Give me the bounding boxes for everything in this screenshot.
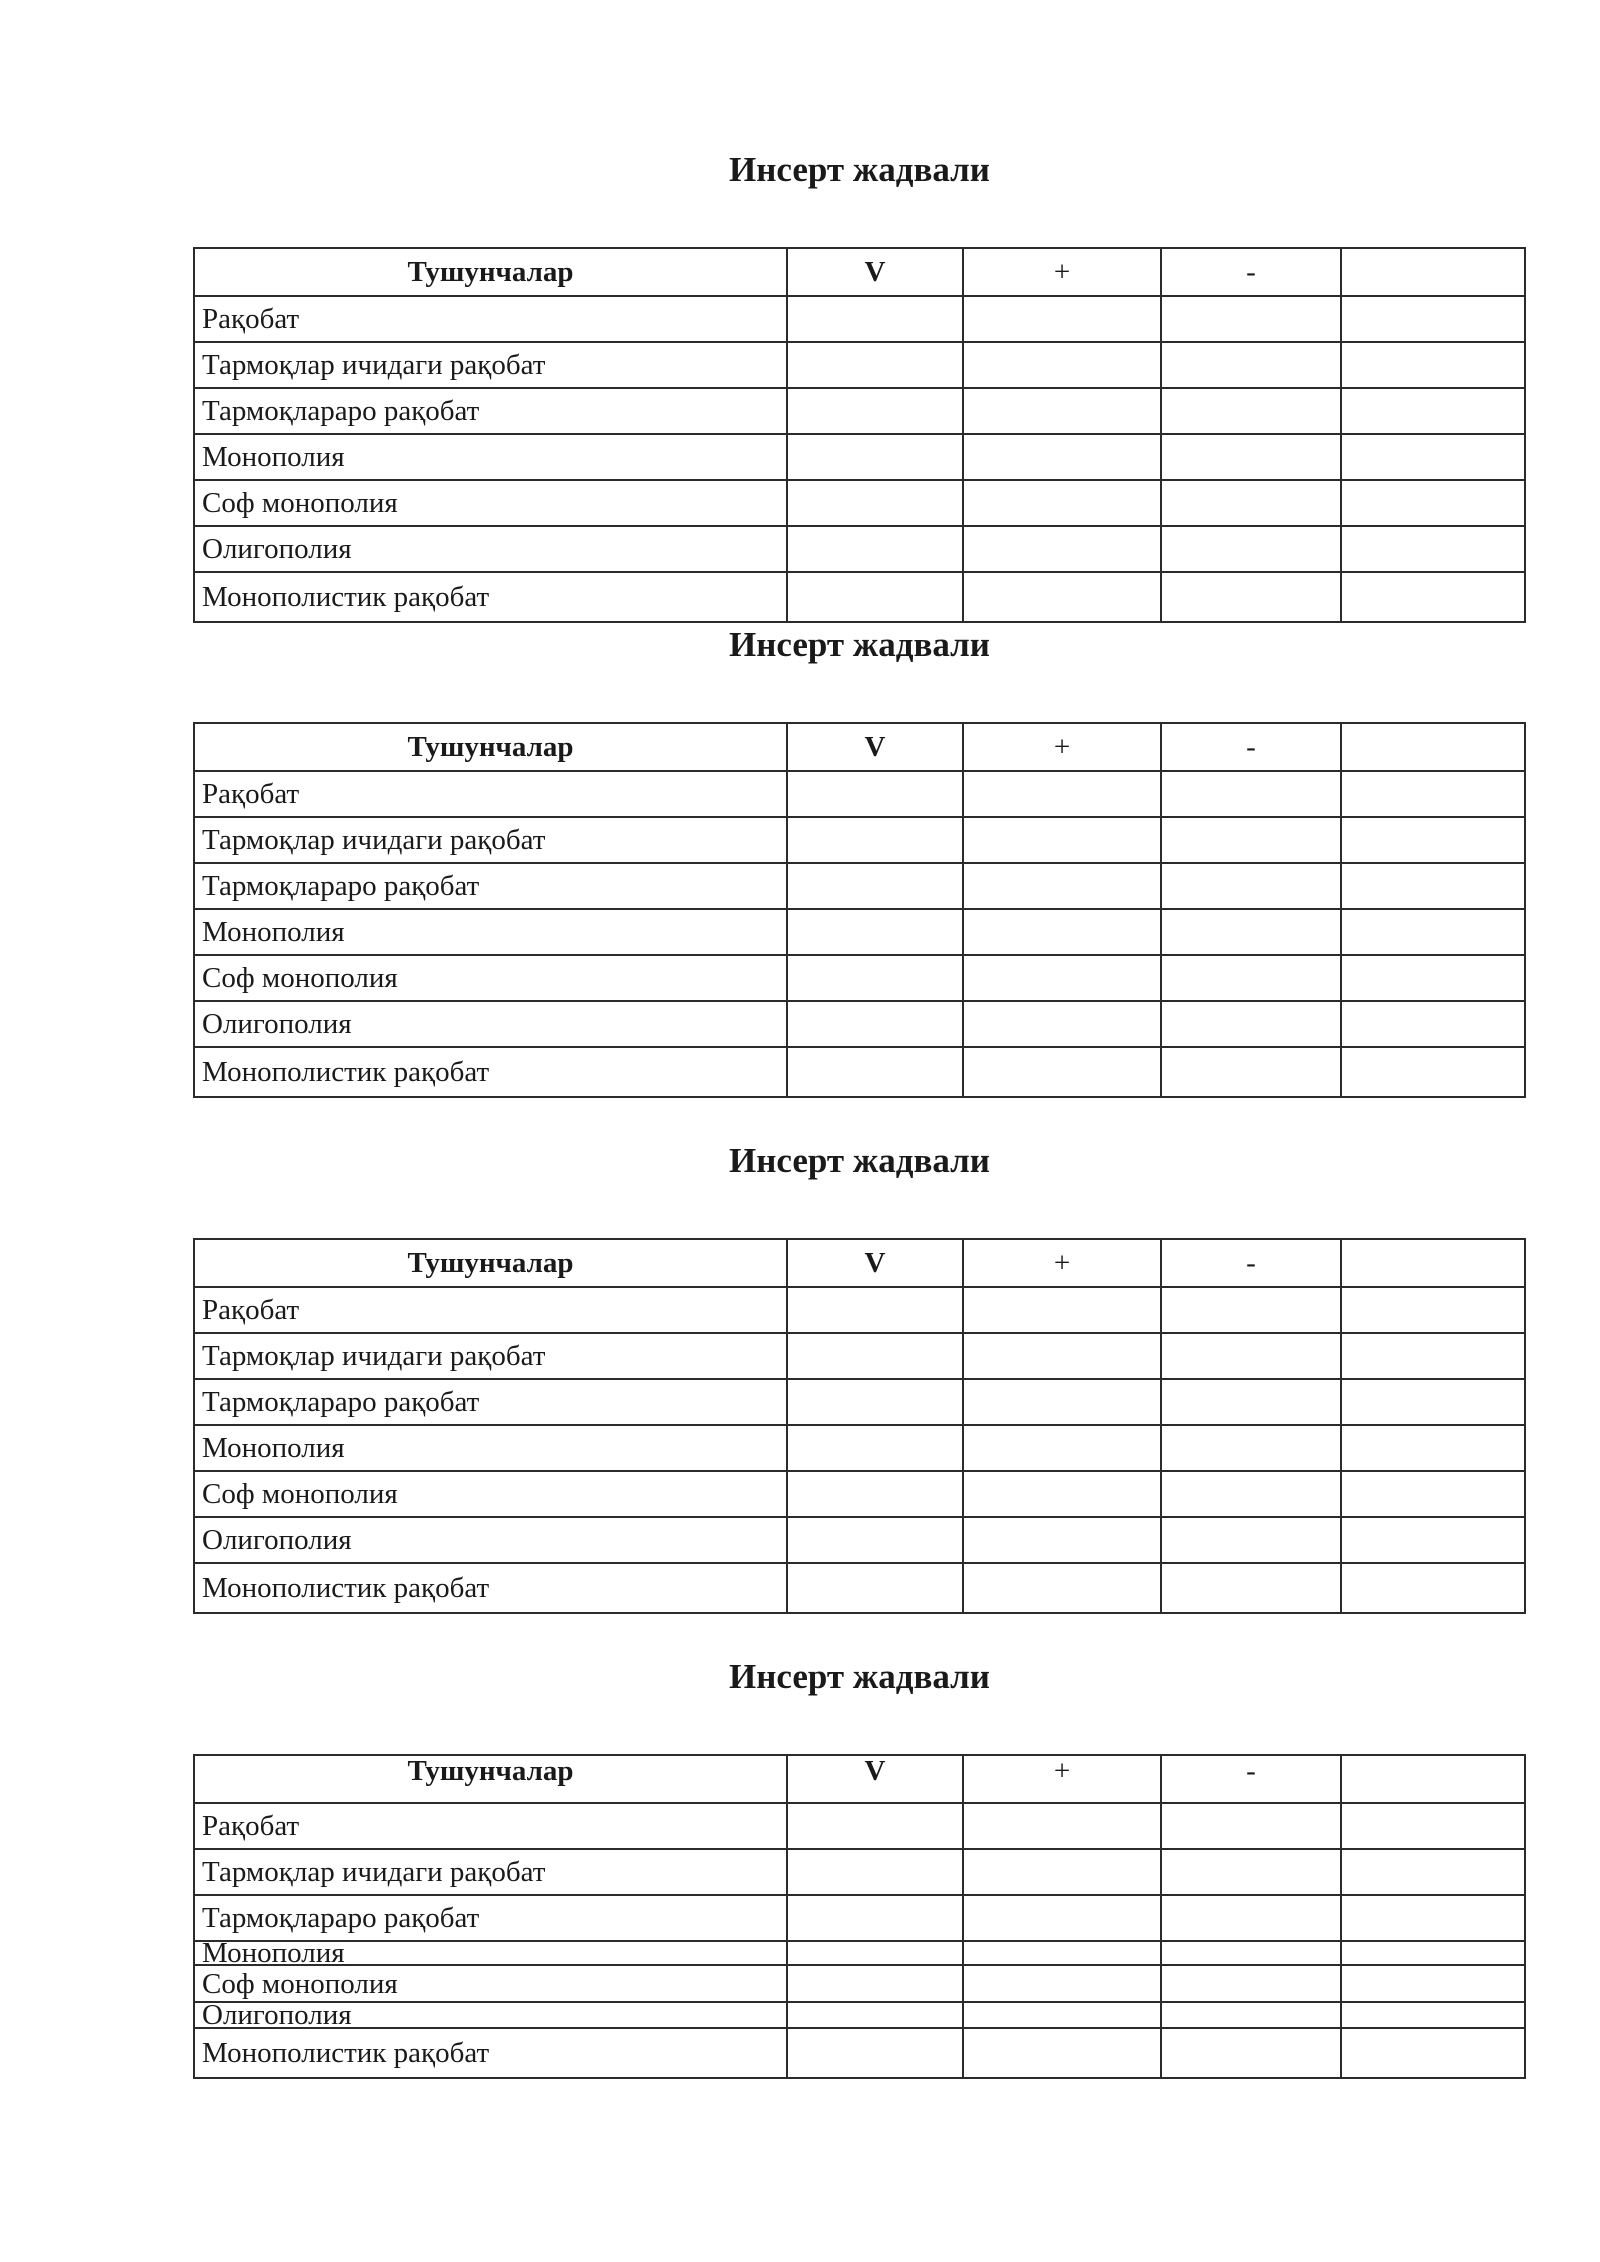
- mark-cell-plus[interactable]: [963, 1425, 1161, 1471]
- table-header-row: [194, 248, 1525, 296]
- mark-cell-v[interactable]: [787, 1471, 963, 1517]
- concept-cell: Соф монополия: [194, 955, 787, 1001]
- header-minus: -: [1161, 1755, 1341, 1803]
- table-row: [194, 1803, 1525, 1849]
- mark-cell-extra[interactable]: [1341, 863, 1525, 909]
- mark-cell-minus[interactable]: [1161, 1047, 1341, 1097]
- mark-cell-extra[interactable]: [1341, 1517, 1525, 1563]
- mark-cell-v[interactable]: [787, 771, 963, 817]
- mark-cell-minus[interactable]: [1161, 1287, 1341, 1333]
- mark-cell-minus[interactable]: [1161, 572, 1341, 622]
- mark-cell-minus[interactable]: [1161, 817, 1341, 863]
- table-row: [194, 1379, 1525, 1425]
- mark-cell-plus[interactable]: [963, 388, 1161, 434]
- table-header-row: [194, 1239, 1525, 1287]
- mark-cell-extra[interactable]: [1341, 2028, 1525, 2078]
- header-minus: -: [1161, 1239, 1341, 1287]
- mark-cell-v[interactable]: [787, 388, 963, 434]
- mark-cell-v[interactable]: [787, 1563, 963, 1613]
- mark-cell-extra[interactable]: [1341, 1047, 1525, 1097]
- mark-cell-v[interactable]: [787, 863, 963, 909]
- mark-cell-v[interactable]: [787, 1941, 963, 1965]
- table-row: [194, 1333, 1525, 1379]
- concept-cell: Олигополия: [194, 1517, 787, 1563]
- mark-cell-minus[interactable]: [1161, 480, 1341, 526]
- header-minus: -: [1161, 248, 1341, 296]
- mark-cell-v[interactable]: [787, 1803, 963, 1849]
- mark-cell-plus[interactable]: [963, 296, 1161, 342]
- table-title: Инсерт жадвали: [729, 1657, 990, 1696]
- mark-cell-minus[interactable]: [1161, 955, 1341, 1001]
- mark-cell-minus[interactable]: [1161, 388, 1341, 434]
- concept-cell: Рақобат: [194, 296, 787, 342]
- table-row: [194, 1471, 1525, 1517]
- table-row: [194, 572, 1525, 622]
- mark-cell-plus[interactable]: [963, 1001, 1161, 1047]
- mark-cell-v[interactable]: [787, 955, 963, 1001]
- mark-cell-plus[interactable]: [963, 1965, 1161, 2002]
- mark-cell-minus[interactable]: [1161, 1425, 1341, 1471]
- concept-cell: Тармоқлар ичидаги рақобат: [194, 817, 787, 863]
- mark-cell-plus[interactable]: [963, 1895, 1161, 1941]
- mark-cell-extra[interactable]: [1341, 1001, 1525, 1047]
- insert-table: [193, 722, 1526, 1098]
- mark-cell-minus[interactable]: [1161, 909, 1341, 955]
- table-row: [194, 817, 1525, 863]
- mark-cell-extra[interactable]: [1341, 434, 1525, 480]
- insert-table: [193, 247, 1526, 623]
- mark-cell-plus[interactable]: [963, 1563, 1161, 1613]
- table-row: [194, 342, 1525, 388]
- concept-cell: Монополия: [194, 434, 787, 480]
- mark-cell-minus[interactable]: [1161, 1001, 1341, 1047]
- mark-cell-plus[interactable]: [963, 817, 1161, 863]
- mark-cell-plus[interactable]: [963, 1517, 1161, 1563]
- concept-cell: Рақобат: [194, 771, 787, 817]
- mark-cell-v[interactable]: [787, 1517, 963, 1563]
- mark-cell-minus[interactable]: [1161, 342, 1341, 388]
- mark-cell-minus[interactable]: [1161, 434, 1341, 480]
- insert-table: [193, 1238, 1526, 1614]
- mark-cell-v[interactable]: [787, 434, 963, 480]
- mark-cell-v[interactable]: [787, 342, 963, 388]
- mark-cell-plus[interactable]: [963, 1471, 1161, 1517]
- table-row: [194, 863, 1525, 909]
- header-v: V: [787, 723, 963, 771]
- table-title: Инсерт жадвали: [729, 150, 990, 189]
- header-concepts: Тушунчалар: [194, 723, 787, 771]
- mark-cell-minus[interactable]: [1161, 1803, 1341, 1849]
- mark-cell-extra[interactable]: [1341, 1333, 1525, 1379]
- concept-cell: Монополия: [194, 909, 787, 955]
- concept-cell: Тармоқлараро рақобат: [194, 1379, 787, 1425]
- header-extra: [1341, 1755, 1525, 1803]
- table-row: [194, 434, 1525, 480]
- mark-cell-v[interactable]: [787, 909, 963, 955]
- mark-cell-minus[interactable]: [1161, 863, 1341, 909]
- table-row: [194, 296, 1525, 342]
- mark-cell-v[interactable]: [787, 1425, 963, 1471]
- concept-cell: Тармоқлар ичидаги рақобат: [194, 1849, 787, 1895]
- mark-cell-minus[interactable]: [1161, 771, 1341, 817]
- table-row: [194, 1517, 1525, 1563]
- concept-cell: Соф монополия: [194, 1471, 787, 1517]
- mark-cell-v[interactable]: [787, 480, 963, 526]
- header-plus: +: [963, 723, 1161, 771]
- header-v: V: [787, 1239, 963, 1287]
- mark-cell-extra[interactable]: [1341, 817, 1525, 863]
- mark-cell-plus[interactable]: [963, 1803, 1161, 1849]
- header-extra: [1341, 1239, 1525, 1287]
- concept-cell: Тармоқлар ичидаги рақобат: [194, 342, 787, 388]
- mark-cell-extra[interactable]: [1341, 572, 1525, 622]
- mark-cell-plus[interactable]: [963, 1941, 1161, 1965]
- table-row: [194, 771, 1525, 817]
- mark-cell-plus[interactable]: [963, 480, 1161, 526]
- mark-cell-plus[interactable]: [963, 771, 1161, 817]
- mark-cell-plus[interactable]: [963, 909, 1161, 955]
- mark-cell-plus[interactable]: [963, 434, 1161, 480]
- mark-cell-plus[interactable]: [963, 955, 1161, 1001]
- mark-cell-plus[interactable]: [963, 863, 1161, 909]
- table-row: [194, 1895, 1525, 1941]
- mark-cell-v[interactable]: [787, 2028, 963, 2078]
- mark-cell-extra[interactable]: [1341, 1425, 1525, 1471]
- mark-cell-plus[interactable]: [963, 342, 1161, 388]
- mark-cell-minus[interactable]: [1161, 1333, 1341, 1379]
- mark-cell-minus[interactable]: [1161, 1895, 1341, 1941]
- mark-cell-plus[interactable]: [963, 1047, 1161, 1097]
- header-v: V: [787, 248, 963, 296]
- mark-cell-extra[interactable]: [1341, 1895, 1525, 1941]
- table-row: [194, 2028, 1525, 2078]
- table-row: [194, 1965, 1525, 2002]
- table-header-row: [194, 1755, 1525, 1803]
- mark-cell-v[interactable]: [787, 1849, 963, 1895]
- mark-cell-minus[interactable]: [1161, 1379, 1341, 1425]
- mark-cell-extra[interactable]: [1341, 1471, 1525, 1517]
- mark-cell-extra[interactable]: [1341, 955, 1525, 1001]
- mark-cell-extra[interactable]: [1341, 388, 1525, 434]
- table-row: [194, 1563, 1525, 1613]
- mark-cell-minus[interactable]: [1161, 1849, 1341, 1895]
- mark-cell-extra[interactable]: [1341, 480, 1525, 526]
- table-title: Инсерт жадвали: [729, 625, 990, 664]
- mark-cell-v[interactable]: [787, 1047, 963, 1097]
- table-row: [194, 1849, 1525, 1895]
- table-header-row: [194, 723, 1525, 771]
- mark-cell-v[interactable]: [787, 2002, 963, 2028]
- mark-cell-minus[interactable]: [1161, 2028, 1341, 2078]
- mark-cell-v[interactable]: [787, 1379, 963, 1425]
- mark-cell-minus[interactable]: [1161, 1965, 1341, 2002]
- table-row: [194, 909, 1525, 955]
- table-row: [194, 2002, 1525, 2028]
- mark-cell-v[interactable]: [787, 1333, 963, 1379]
- header-plus: +: [963, 1755, 1161, 1803]
- mark-cell-minus[interactable]: [1161, 2002, 1341, 2028]
- table-row: [194, 1047, 1525, 1097]
- mark-cell-extra[interactable]: [1341, 342, 1525, 388]
- mark-cell-v[interactable]: [787, 817, 963, 863]
- mark-cell-v[interactable]: [787, 1895, 963, 1941]
- mark-cell-v[interactable]: [787, 526, 963, 572]
- mark-cell-minus[interactable]: [1161, 1471, 1341, 1517]
- mark-cell-extra[interactable]: [1341, 909, 1525, 955]
- table-row: [194, 1941, 1525, 1965]
- concept-cell: Олигополия: [194, 1001, 787, 1047]
- concept-cell: Монополистик рақобат: [194, 572, 787, 622]
- header-extra: [1341, 248, 1525, 296]
- concept-cell: Соф монополия: [194, 480, 787, 526]
- header-v: V: [787, 1755, 963, 1803]
- table-row: [194, 1001, 1525, 1047]
- insert-table: [193, 1754, 1526, 2079]
- mark-cell-plus[interactable]: [963, 1849, 1161, 1895]
- concept-cell: Рақобат: [194, 1803, 787, 1849]
- mark-cell-extra[interactable]: [1341, 1287, 1525, 1333]
- header-concepts: Тушунчалар: [194, 1755, 787, 1803]
- header-extra: [1341, 723, 1525, 771]
- header-plus: +: [963, 248, 1161, 296]
- header-plus: +: [963, 1239, 1161, 1287]
- mark-cell-plus[interactable]: [963, 1333, 1161, 1379]
- concept-cell: Тармоқлараро рақобат: [194, 1895, 787, 1941]
- table-row: [194, 1425, 1525, 1471]
- concept-cell: Монополия: [194, 1425, 787, 1471]
- concept-cell: Монополистик рақобат: [194, 1047, 787, 1097]
- mark-cell-plus[interactable]: [963, 2002, 1161, 2028]
- table-row: [194, 388, 1525, 434]
- mark-cell-extra[interactable]: [1341, 296, 1525, 342]
- mark-cell-extra[interactable]: [1341, 1803, 1525, 1849]
- concept-cell: Тармоқлараро рақобат: [194, 863, 787, 909]
- header-concepts: Тушунчалар: [194, 1239, 787, 1287]
- mark-cell-minus[interactable]: [1161, 1941, 1341, 1965]
- mark-cell-plus[interactable]: [963, 1379, 1161, 1425]
- mark-cell-extra[interactable]: [1341, 1563, 1525, 1613]
- header-concepts: Тушунчалар: [194, 248, 787, 296]
- mark-cell-extra[interactable]: [1341, 526, 1525, 572]
- table-row: [194, 526, 1525, 572]
- mark-cell-extra[interactable]: [1341, 1379, 1525, 1425]
- mark-cell-v[interactable]: [787, 572, 963, 622]
- concept-cell: Рақобат: [194, 1287, 787, 1333]
- concept-cell: Олигополия: [194, 526, 787, 572]
- mark-cell-v[interactable]: [787, 1287, 963, 1333]
- mark-cell-v[interactable]: [787, 1001, 963, 1047]
- concept-cell: Монополия: [194, 1941, 787, 1965]
- table-row: [194, 955, 1525, 1001]
- mark-cell-minus[interactable]: [1161, 526, 1341, 572]
- mark-cell-extra[interactable]: [1341, 1941, 1525, 1965]
- mark-cell-v[interactable]: [787, 1965, 963, 2002]
- mark-cell-extra[interactable]: [1341, 1965, 1525, 2002]
- table-title: Инсерт жадвали: [729, 1141, 990, 1180]
- mark-cell-plus[interactable]: [963, 1287, 1161, 1333]
- mark-cell-minus[interactable]: [1161, 296, 1341, 342]
- concept-cell: Монополистик рақобат: [194, 1563, 787, 1613]
- concept-cell: Олигополия: [194, 2002, 787, 2028]
- table-row: [194, 1287, 1525, 1333]
- concept-cell: Монополистик рақобат: [194, 2028, 787, 2078]
- mark-cell-plus[interactable]: [963, 572, 1161, 622]
- mark-cell-minus[interactable]: [1161, 1517, 1341, 1563]
- concept-cell: Соф монополия: [194, 1965, 787, 2002]
- mark-cell-extra[interactable]: [1341, 2002, 1525, 2028]
- concept-cell: Тармоқлар ичидаги рақобат: [194, 1333, 787, 1379]
- mark-cell-plus[interactable]: [963, 526, 1161, 572]
- mark-cell-extra[interactable]: [1341, 1849, 1525, 1895]
- header-minus: -: [1161, 723, 1341, 771]
- table-row: [194, 480, 1525, 526]
- mark-cell-extra[interactable]: [1341, 771, 1525, 817]
- mark-cell-v[interactable]: [787, 296, 963, 342]
- mark-cell-minus[interactable]: [1161, 1563, 1341, 1613]
- mark-cell-plus[interactable]: [963, 2028, 1161, 2078]
- concept-cell: Тармоқлараро рақобат: [194, 388, 787, 434]
